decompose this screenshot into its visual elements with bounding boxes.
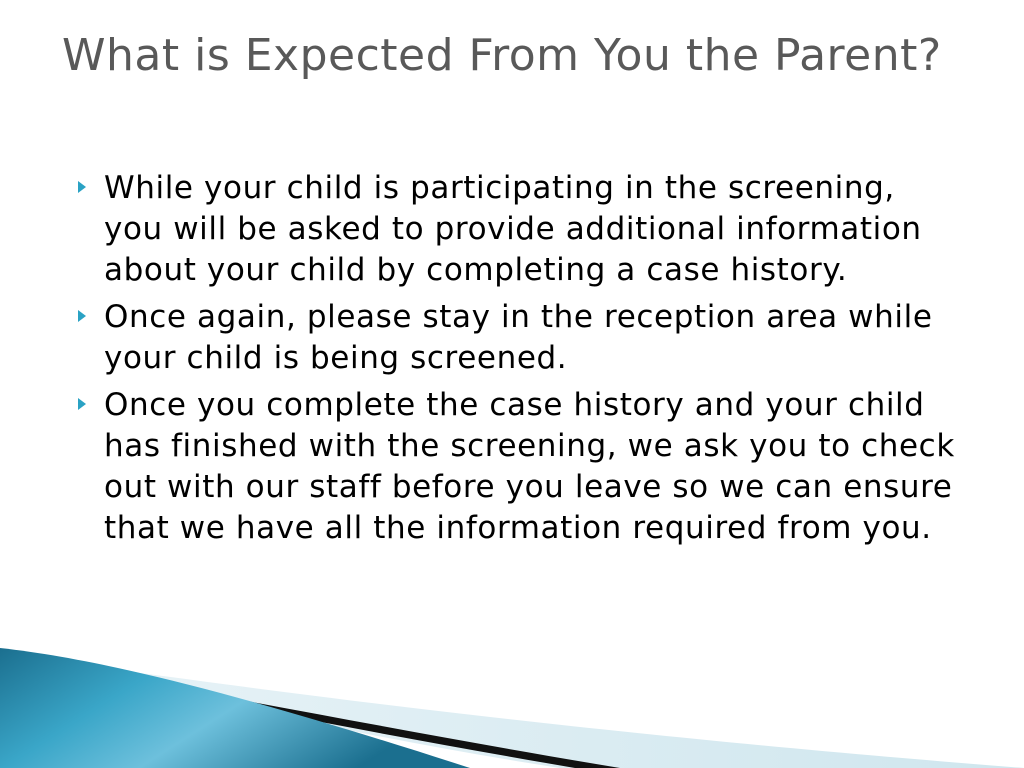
triangle-bullet-icon <box>78 310 86 322</box>
bullet-text: While your child is participating in the screening, you will be asked to provide additional information about your child by completing a case history. <box>104 170 922 288</box>
bullet-item <box>78 168 958 291</box>
bullet-item <box>78 385 958 549</box>
triangle-bullet-icon <box>78 398 86 410</box>
bullet-text: Once again, please stay in the reception area while your child is being screened. <box>104 299 933 376</box>
bullet-text: Once you complete the case history and your child has finished with the screening, we ask you to check out with our staff before you leave so we can ensure that we have all the information required from you. <box>104 387 955 546</box>
triangle-bullet-icon <box>78 181 86 193</box>
bullet-item <box>78 297 958 379</box>
slide-title: What is Expected From You the Parent? <box>62 30 942 81</box>
bullet-list <box>78 168 958 555</box>
decorative-swoosh <box>0 640 1024 768</box>
